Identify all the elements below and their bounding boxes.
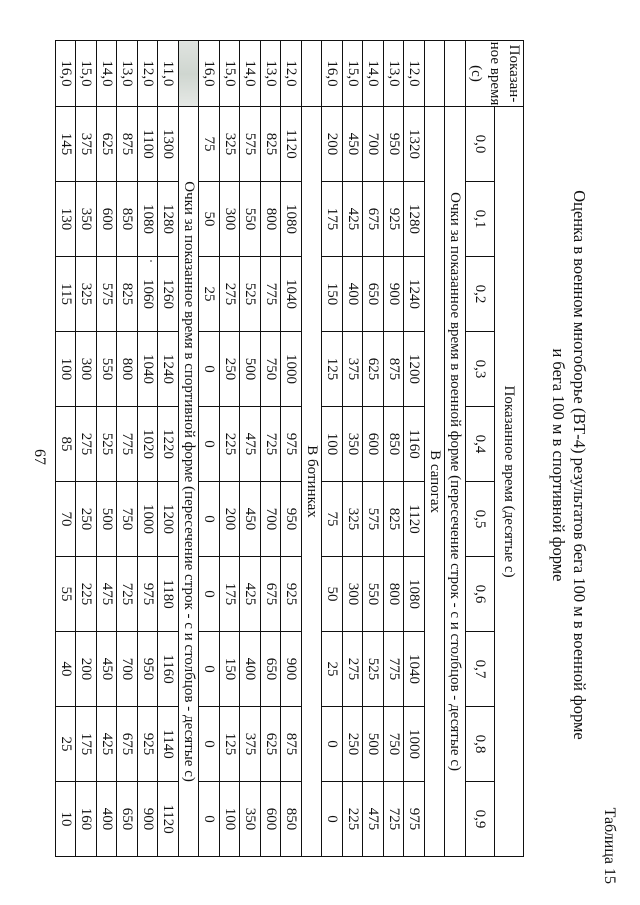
score-cell: 375 [343, 332, 364, 407]
score-cell: 400 [97, 782, 118, 857]
score-cell: 700 [363, 107, 384, 182]
table-row [261, 41, 282, 857]
score-cell: 850 [117, 182, 138, 257]
score-cell: 100 [220, 782, 241, 857]
score-cell: 725 [384, 782, 405, 857]
score-cell: 175 [220, 557, 241, 632]
score-cell: 40 [56, 632, 77, 707]
score-cell: 275 [76, 407, 97, 482]
score-cell: 10 [56, 782, 77, 857]
score-cell: 800 [117, 332, 138, 407]
score-cell: 275 [343, 632, 364, 707]
score-cell: 225 [343, 782, 364, 857]
score-cell: 350 [76, 182, 97, 257]
score-cell: 800 [261, 182, 282, 257]
score-cell: 700 [261, 482, 282, 557]
score-cell: 825 [384, 482, 405, 557]
score-cell: 0 [199, 632, 220, 707]
score-cell: 175 [76, 707, 97, 782]
score-cell: 350 [240, 782, 261, 857]
score-cell: 0 [199, 407, 220, 482]
shoes-subheader: В ботинках [302, 107, 323, 857]
score-cell: 975 [138, 557, 159, 632]
score-cell: 650 [261, 632, 282, 707]
score-cell: 1100 [138, 107, 159, 182]
time-cell: 13,0 [384, 41, 405, 107]
score-cell: 325 [220, 107, 241, 182]
score-cell: 900 [138, 782, 159, 857]
score-cell: 75 [199, 107, 220, 182]
score-cell: 650 [117, 782, 138, 857]
score-cell: 950 [138, 632, 159, 707]
tenth-header: 0,9 [466, 782, 495, 857]
time-cell: 16,0 [56, 41, 77, 107]
score-cell: 925 [384, 182, 405, 257]
score-cell: 775 [384, 632, 405, 707]
scan-smudge [179, 41, 200, 107]
tenth-header: 0,5 [466, 482, 495, 557]
time-cell: 15,0 [76, 41, 97, 107]
score-cell: 100 [322, 407, 343, 482]
score-cell: 275 [220, 257, 241, 332]
time-cell: 16,0 [199, 41, 220, 107]
score-cell: 475 [363, 782, 384, 857]
score-cell: 450 [240, 482, 261, 557]
score-cell: 0 [199, 482, 220, 557]
score-cell: 600 [363, 407, 384, 482]
score-cell: 70 [56, 482, 77, 557]
score-cell: 150 [220, 632, 241, 707]
score-cell: 750 [117, 482, 138, 557]
table-row [97, 41, 118, 857]
table-row [363, 41, 384, 857]
score-cell: 225 [76, 557, 97, 632]
time-cell: 13,0 [261, 41, 282, 107]
score-cell: 50 [322, 557, 343, 632]
tenths-row [466, 41, 495, 857]
score-cell: 450 [97, 632, 118, 707]
score-cell: 925 [138, 707, 159, 782]
score-cell: 25 [199, 257, 220, 332]
score-cell: 1120 [158, 782, 179, 857]
score-cell: 775 [261, 257, 282, 332]
table-row [240, 41, 261, 857]
score-cell: 450 [343, 107, 364, 182]
score-cell: 300 [76, 332, 97, 407]
score-cell: 1240 [404, 257, 425, 332]
score-cell: 550 [240, 182, 261, 257]
score-cell: 160 [76, 782, 97, 857]
score-cell: 475 [97, 557, 118, 632]
tenth-header: 0,3 [466, 332, 495, 407]
score-cell: 950 [384, 107, 405, 182]
table-title [548, 40, 590, 890]
rotated-content [57, 40, 618, 890]
score-cell: 1120 [404, 482, 425, 557]
score-cell: 700 [117, 632, 138, 707]
section-military-title: Очки за показанное время в военной форме (пересечение строк - с и столбцов - десятые с) [445, 107, 466, 857]
score-cell: 600 [261, 782, 282, 857]
score-cell: 550 [97, 332, 118, 407]
score-cell: 1060 [138, 257, 159, 332]
score-cell: 750 [384, 707, 405, 782]
score-cell: 0 [322, 707, 343, 782]
time-cell: 16,0 [322, 41, 343, 107]
tenth-header: 0,4 [466, 407, 495, 482]
time-cell: 11,0 [158, 41, 179, 107]
page-number: 67 [31, 449, 48, 465]
score-cell: 500 [363, 707, 384, 782]
score-cell: 200 [322, 107, 343, 182]
score-cell: 200 [76, 632, 97, 707]
score-cell: 1040 [404, 632, 425, 707]
score-cell: 325 [76, 257, 97, 332]
score-cell: 975 [281, 407, 302, 482]
score-cell: 400 [343, 257, 364, 332]
score-cell: 145 [56, 107, 77, 182]
table-row [281, 41, 302, 857]
time-cell: 15,0 [343, 41, 364, 107]
score-cell: 525 [363, 632, 384, 707]
table-row [117, 41, 138, 857]
score-cell: 250 [220, 332, 241, 407]
score-cell: 1300 [158, 107, 179, 182]
empty-cell [302, 41, 323, 107]
section-sport-title: Очки за показанное время в спортивной форме (пересечение строк - с и столбцов - десятые с) [179, 107, 200, 857]
score-cell: 1160 [158, 632, 179, 707]
score-cell: 950 [281, 482, 302, 557]
score-cell: 425 [97, 707, 118, 782]
score-cell: 1120 [281, 107, 302, 182]
table-row [199, 41, 220, 857]
score-cell: 1280 [404, 182, 425, 257]
table-number: Таблица 15 [601, 807, 618, 884]
tenth-header: 0,2 [466, 257, 495, 332]
score-cell: 550 [363, 557, 384, 632]
score-cell: 625 [261, 707, 282, 782]
score-cell: 800 [384, 557, 405, 632]
first-column-header: Показан-ное время (с) [466, 41, 524, 107]
score-cell: 0 [322, 782, 343, 857]
score-cell: 525 [97, 407, 118, 482]
score-cell: 300 [343, 557, 364, 632]
score-cell: 825 [261, 107, 282, 182]
score-cell: 1040 [138, 332, 159, 407]
score-cell: 650 [363, 257, 384, 332]
empty-cell [445, 41, 466, 107]
section-military-title-row [445, 41, 466, 857]
score-cell: 1160 [404, 407, 425, 482]
score-cell: 50 [199, 182, 220, 257]
time-cell: 14,0 [97, 41, 118, 107]
score-cell: 1320 [404, 107, 425, 182]
score-cell: 130 [56, 182, 77, 257]
score-cell: 425 [343, 182, 364, 257]
scan-speck [150, 260, 152, 262]
table-row [56, 41, 77, 857]
score-cell: 25 [56, 707, 77, 782]
score-cell: 600 [97, 182, 118, 257]
score-cell: 875 [281, 707, 302, 782]
score-cell: 25 [322, 632, 343, 707]
score-cell: 100 [56, 332, 77, 407]
tenth-header: 0,7 [466, 632, 495, 707]
score-cell: 0 [199, 332, 220, 407]
score-cell: 625 [363, 332, 384, 407]
score-cell: 1000 [138, 482, 159, 557]
header-row [495, 41, 524, 857]
score-cell: 375 [240, 707, 261, 782]
scoring-table [55, 40, 524, 857]
empty-cell [425, 41, 446, 107]
table-row [76, 41, 97, 857]
score-cell: 1280 [158, 182, 179, 257]
score-cell: 350 [343, 407, 364, 482]
score-cell: 875 [384, 332, 405, 407]
title-line: Оценка в военном многоборье (ВТ-4) результатов бега 100 м в военной форме [570, 190, 589, 740]
score-cell: 1200 [404, 332, 425, 407]
score-cell: 625 [97, 107, 118, 182]
score-cell: 55 [56, 557, 77, 632]
score-cell: 925 [281, 557, 302, 632]
score-cell: 0 [199, 557, 220, 632]
score-cell: 500 [240, 332, 261, 407]
time-cell: 12,0 [281, 41, 302, 107]
score-cell: 575 [97, 257, 118, 332]
score-cell: 875 [117, 107, 138, 182]
score-cell: 85 [56, 407, 77, 482]
score-cell: 575 [240, 107, 261, 182]
score-cell: 1200 [158, 482, 179, 557]
table-row [158, 41, 179, 857]
score-cell: 500 [97, 482, 118, 557]
section-sport-title-row [179, 41, 200, 857]
score-cell: 900 [384, 257, 405, 332]
score-cell: 125 [220, 707, 241, 782]
score-cell: 575 [363, 482, 384, 557]
shoes-subheader-row [302, 41, 323, 857]
score-cell: 1180 [158, 557, 179, 632]
score-cell: 250 [343, 707, 364, 782]
score-cell: 900 [281, 632, 302, 707]
score-cell: 0 [199, 707, 220, 782]
score-cell: 175 [322, 182, 343, 257]
score-cell: 1220 [158, 407, 179, 482]
score-cell: 125 [322, 332, 343, 407]
score-cell: 725 [117, 557, 138, 632]
score-cell: 225 [220, 407, 241, 482]
score-cell: 1080 [138, 182, 159, 257]
score-cell: 1000 [404, 707, 425, 782]
table-row [322, 41, 343, 857]
score-cell: 1260 [158, 257, 179, 332]
score-cell: 675 [117, 707, 138, 782]
table-row [384, 41, 405, 857]
score-cell: 1080 [404, 557, 425, 632]
score-cell: 115 [56, 257, 77, 332]
score-cell: 775 [117, 407, 138, 482]
score-cell: 0 [199, 782, 220, 857]
score-cell: 250 [76, 482, 97, 557]
table-row [404, 41, 425, 857]
table-row [343, 41, 364, 857]
score-cell: 75 [322, 482, 343, 557]
tenth-header: 0,6 [466, 557, 495, 632]
score-cell: 725 [261, 407, 282, 482]
table-row [138, 41, 159, 857]
score-cell: 1020 [138, 407, 159, 482]
score-cell: 975 [404, 782, 425, 857]
time-cell: 15,0 [220, 41, 241, 107]
score-cell: 825 [117, 257, 138, 332]
score-cell: 1080 [281, 182, 302, 257]
score-cell: 1040 [281, 257, 302, 332]
boots-subheader: В сапогах [425, 107, 446, 857]
score-cell: 1140 [158, 707, 179, 782]
score-cell: 300 [220, 182, 241, 257]
table-row [220, 41, 241, 857]
boots-subheader-row [425, 41, 446, 857]
score-cell: 425 [240, 557, 261, 632]
score-cell: 750 [261, 332, 282, 407]
time-cell: 13,0 [117, 41, 138, 107]
score-cell: 525 [240, 257, 261, 332]
score-cell: 1000 [281, 332, 302, 407]
score-cell: 325 [343, 482, 364, 557]
score-cell: 150 [322, 257, 343, 332]
tenth-header: 0,0 [466, 107, 495, 182]
time-cell: 14,0 [240, 41, 261, 107]
score-cell: 850 [281, 782, 302, 857]
score-cell: 850 [384, 407, 405, 482]
score-cell: 675 [363, 182, 384, 257]
score-cell: 675 [261, 557, 282, 632]
score-cell: 200 [220, 482, 241, 557]
score-cell: 400 [240, 632, 261, 707]
score-cell: 1240 [158, 332, 179, 407]
tenth-header: 0,1 [466, 182, 495, 257]
title-line: и бега 100 м в спортивной форме [549, 348, 568, 582]
tenth-header: 0,8 [466, 707, 495, 782]
score-cell: 475 [240, 407, 261, 482]
time-cell: 12,0 [138, 41, 159, 107]
score-cell: 375 [76, 107, 97, 182]
time-cell: 14,0 [363, 41, 384, 107]
time-cell: 12,0 [404, 41, 425, 107]
tenths-caption: Показанное время (десятые с) [495, 107, 524, 857]
